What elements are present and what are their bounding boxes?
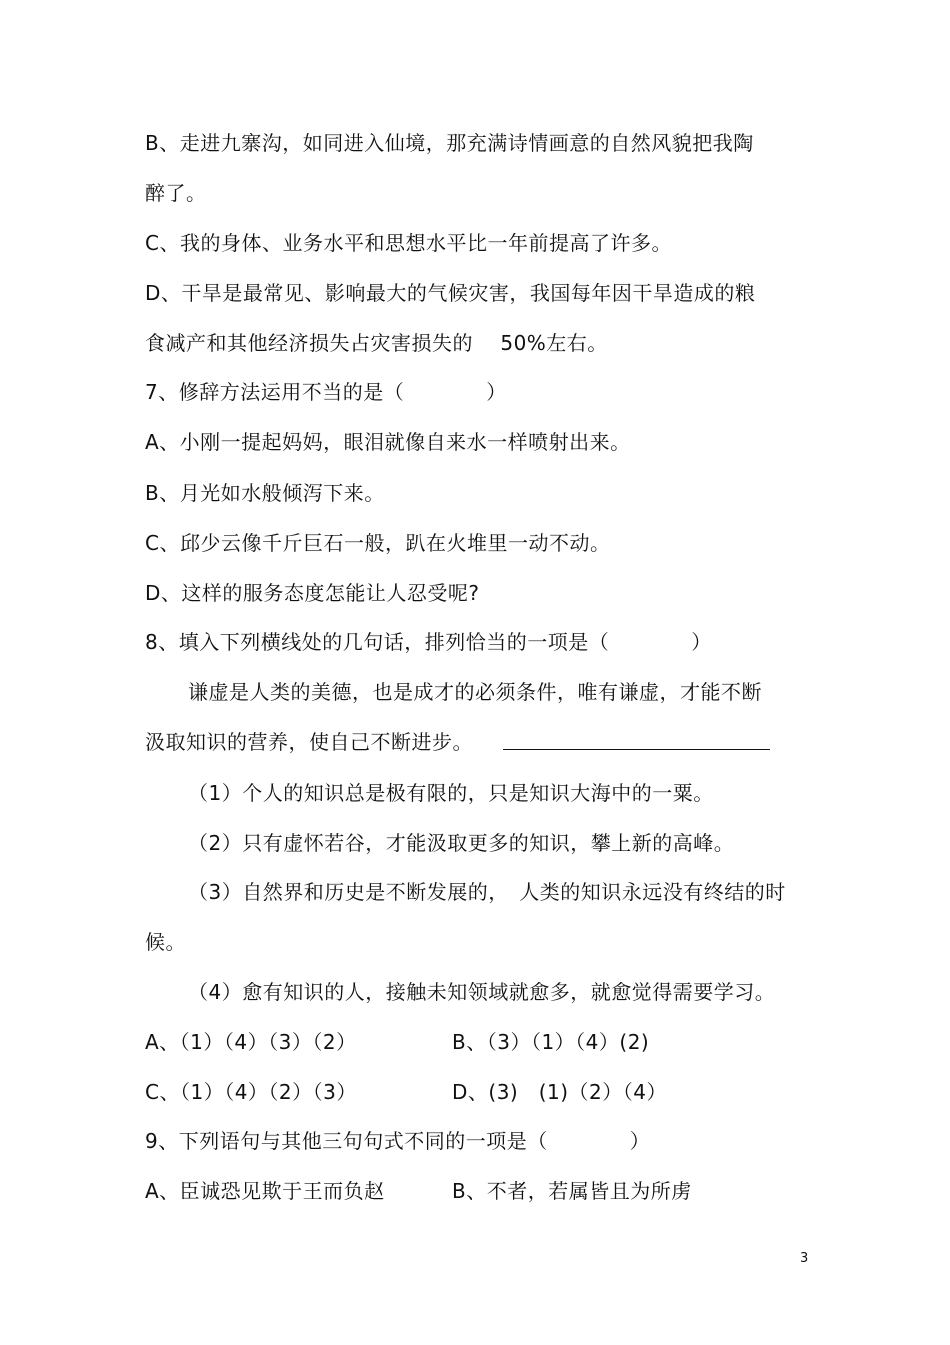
q8-sentence-3-line1: （3）自然界和历史是不断发展的， 人类的知识永远没有终结的时 bbox=[188, 880, 786, 904]
question-8: 8、填入下列横线处的几句话，排列恰当的一项是（ ） bbox=[145, 630, 712, 654]
q7-option-c: C、邱少云像千斤巨石一般，趴在火堆里一动不动。 bbox=[145, 531, 611, 555]
question-9: 9、下列语句与其他三句句式不同的一项是（ ） bbox=[145, 1129, 651, 1153]
question-7: 7、修辞方法运用不当的是（ ） bbox=[145, 380, 507, 404]
q8-sentence-3-line2: 候。 bbox=[145, 930, 186, 954]
page-number: 3 bbox=[800, 1251, 809, 1266]
q8-option-b: B、（3）（1）（4）(2) bbox=[452, 1030, 650, 1054]
q8-passage-line2: 汲取知识的营养，使自己不断进步。 bbox=[145, 730, 473, 754]
q6-option-b-line1: B、走进九寨沟，如同进入仙境，那充满诗情画意的自然风貌把我陶 bbox=[145, 131, 754, 155]
q8-option-d: D、(3) (1)（2）（4） bbox=[452, 1080, 668, 1104]
q8-option-a: A、（1）（4）（3）（2） bbox=[145, 1030, 357, 1054]
q8-passage-line1: 谦虚是人类的美德，也是成才的必须条件，唯有谦虚，才能不断 bbox=[188, 680, 762, 704]
q8-sentence-1: （1）个人的知识总是极有限的，只是知识大海中的一粟。 bbox=[188, 781, 714, 805]
q7-option-a: A、小刚一提起妈妈，眼泪就像自来水一样喷射出来。 bbox=[145, 430, 631, 454]
q8-sentence-2: （2）只有虚怀若谷，才能汲取更多的知识，攀上新的高峰。 bbox=[188, 831, 735, 855]
q6-option-d-line1: D、干旱是最常见、影响最大的气候灾害，我国每年因干旱造成的粮 bbox=[145, 281, 756, 305]
q6-option-b-line2: 醉了。 bbox=[145, 181, 207, 205]
q8-sentence-4: （4）愈有知识的人，接触未知领域就愈多，就愈觉得需要学习。 bbox=[188, 980, 776, 1004]
q6-option-d-line2: 食减产和其他经济损失占灾害损失的 50%左右。 bbox=[145, 331, 608, 355]
q9-option-a: A、臣诚恐见欺于王而负赵 bbox=[145, 1179, 385, 1203]
q7-option-b: B、月光如水般倾泻下来。 bbox=[145, 481, 385, 505]
q6-option-c: C、我的身体、业务水平和思想水平比一年前提高了许多。 bbox=[145, 231, 672, 255]
q7-option-d: D、这样的服务态度怎能让人忍受呢? bbox=[145, 581, 480, 605]
answer-blank-line bbox=[503, 749, 770, 750]
q9-option-b: B、不者，若属皆且为所虏 bbox=[452, 1179, 692, 1203]
q8-option-c: C、（1）（4）（2）（3） bbox=[145, 1080, 357, 1104]
